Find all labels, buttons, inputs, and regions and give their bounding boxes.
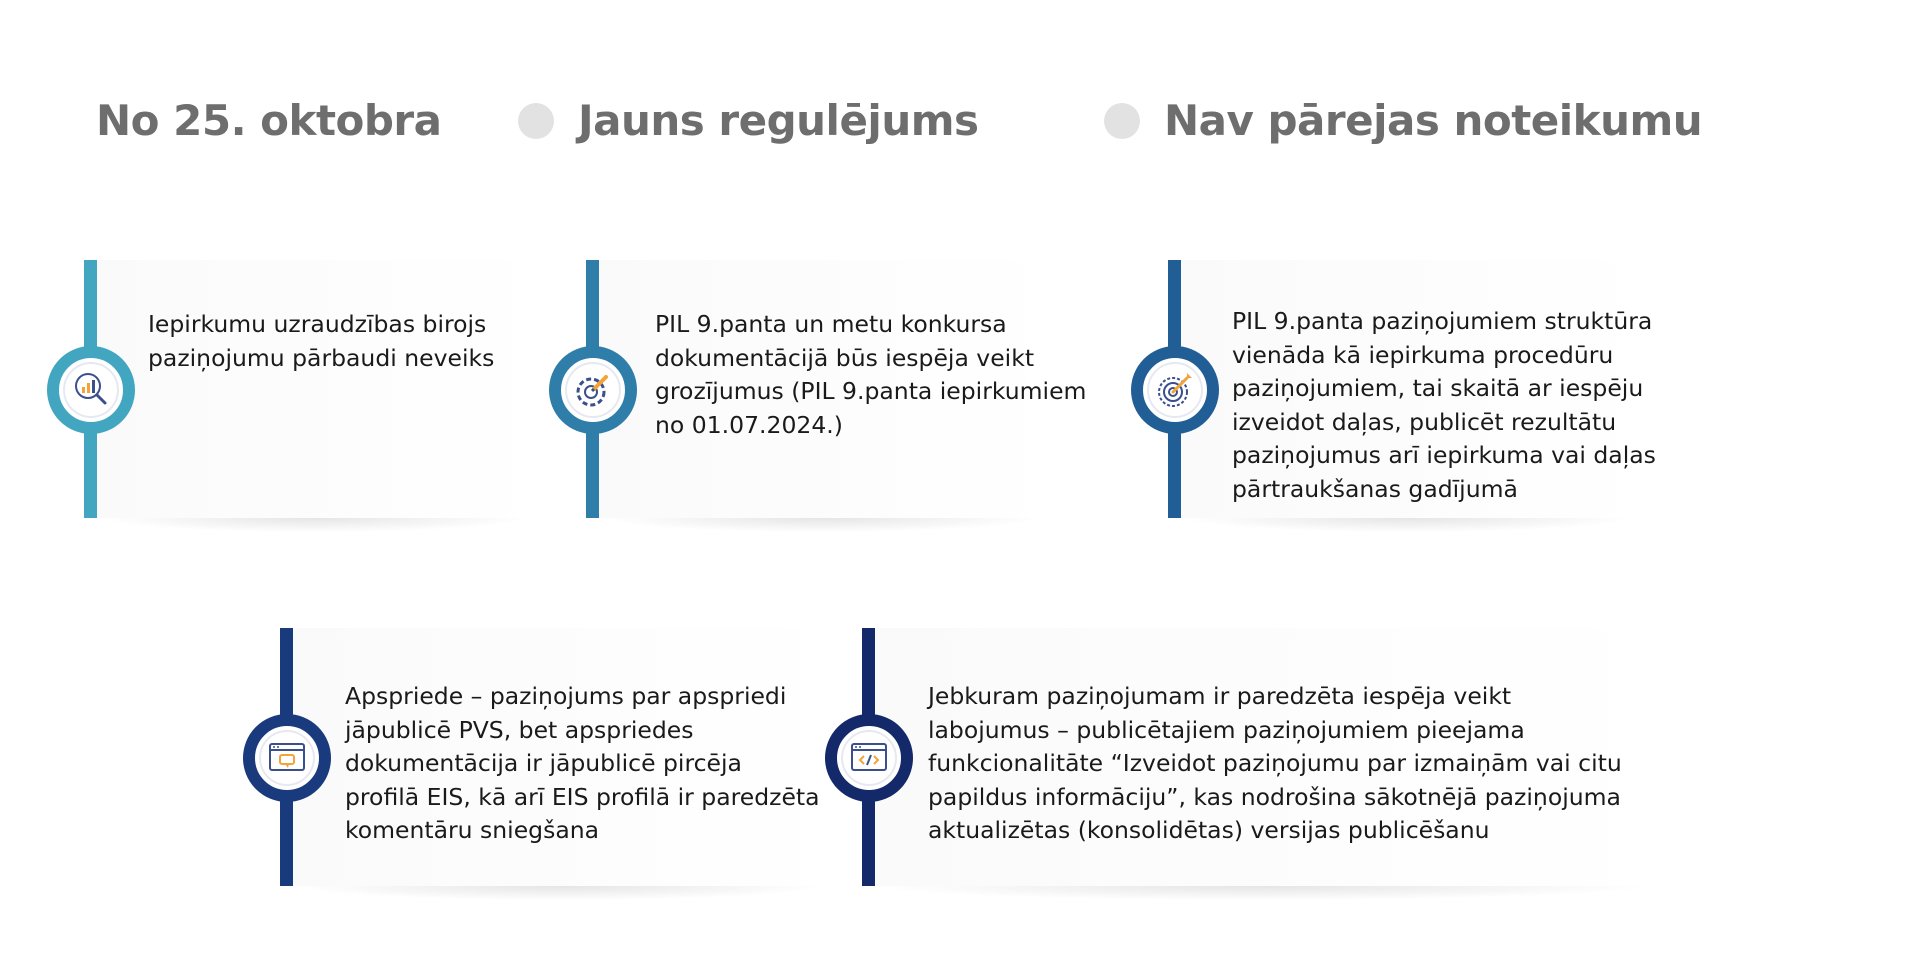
card-text-line: pārtraukšanas gadījumā [1232, 474, 1518, 503]
card-text-line: izveidot daļas, publicēt rezultātu [1232, 407, 1617, 436]
card-text-line: vienāda kā iepirkuma procedūru [1232, 340, 1614, 369]
card-text [1232, 305, 1656, 506]
header-date [96, 96, 442, 145]
card-text-line: labojumus – publicētajiem paziņojumiem pieejama [928, 715, 1525, 744]
card-structure [1168, 260, 1656, 518]
card-text-line: dokumentācija ir jāpublicē pircēja [345, 749, 742, 777]
card-text [345, 680, 820, 848]
card-text-line: dokumentācijā būs iespēja veikt [655, 343, 1035, 372]
browser-comment-icon [258, 729, 316, 787]
card-consultation [280, 628, 840, 886]
card-text-line: komentāru sniegšana [345, 816, 600, 844]
card-oversight-bureau [84, 260, 544, 518]
card-text-line: paziņojumiem, tai skaitā ar iespēju [1232, 374, 1644, 402]
card-text-line: PIL 9.panta un metu konkursa [655, 310, 1007, 338]
card-amendments [586, 260, 1087, 518]
card-text-line: aktualizētas (konsolidētas) versijas publicēšanu [928, 816, 1490, 844]
header-no-transition-text: Nav pārejas noteikumu [1164, 96, 1703, 145]
card-text-line: paziņojumu pārbaudi neveiks [148, 343, 495, 372]
bullet-dot-icon [1104, 103, 1140, 139]
card-text-line: papildus informāciju”, kas nodrošina sākotnējā paziņojuma [928, 782, 1621, 811]
card-text-line: grozījumus (PIL 9.panta iepirkumiem [655, 377, 1087, 405]
card-panel [84, 260, 544, 518]
card-text-line: Jebkuram paziņojumam ir paredzēta iespēja veikt [928, 682, 1512, 710]
target-icon [1146, 361, 1204, 419]
card-text-line: paziņojumus arī iepirkuma vai daļas [1232, 441, 1656, 469]
bullet-dot-icon [518, 103, 554, 139]
card-text [928, 680, 1622, 848]
magnifier-chart-icon [62, 361, 120, 419]
header-new-regulation-text: Jauns regulējums [578, 96, 979, 145]
card-text-line: profilā EIS, kā arī EIS profilā ir paredzēta [345, 782, 820, 811]
card-text-line: Iepirkumu uzraudzības birojs [148, 310, 487, 338]
card-text [655, 308, 1086, 442]
gear-pencil-icon [564, 361, 622, 419]
card-corrections [862, 628, 1662, 886]
card-text-line: PIL 9.panta paziņojumiem struktūra [1232, 307, 1653, 335]
card-text-line: jāpublicē PVS, bet apspriedes [345, 715, 694, 744]
header-new-regulation [518, 96, 979, 145]
card-badge [1131, 346, 1219, 434]
card-text-line: Apspriede – paziņojums par apspriedi [345, 682, 787, 710]
card-text-line: funkcionalitāte “Izveidot paziņojumu par izmaiņām vai citu [928, 749, 1622, 777]
card-text-line: no 01.07.2024.) [655, 410, 843, 439]
card-badge [243, 714, 331, 802]
browser-code-icon [840, 729, 898, 787]
card-text [148, 308, 494, 375]
card-badge [47, 346, 135, 434]
header-date-text: No 25. oktobra [96, 96, 442, 145]
card-badge [825, 714, 913, 802]
card-badge [549, 346, 637, 434]
header-no-transition [1104, 96, 1702, 145]
